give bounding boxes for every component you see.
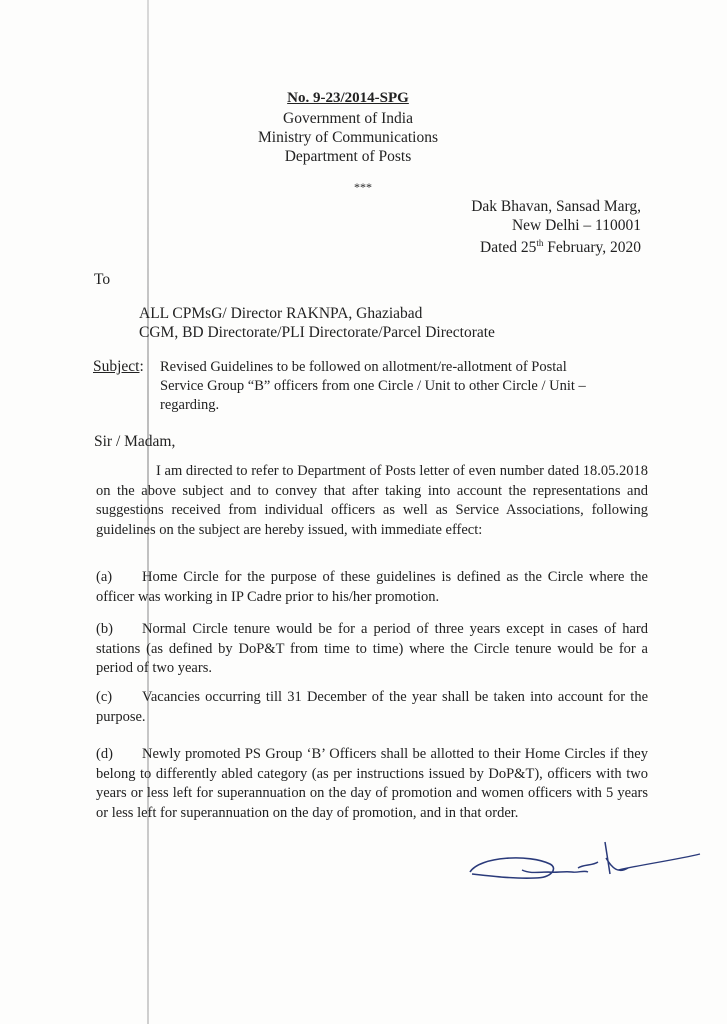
intro-paragraph: I am directed to refer to Department of Posts letter of even number dated 18.05.2018 on the above subject and to convey that after taking into account the representations and suggestions received from individual officers as well as Service Associations, following guidelines on the subject are hereby issued, with immediate effect:: [96, 463, 648, 538]
subject-line-1: Revised Guidelines to be followed on allotment/re-allotment of Postal: [160, 359, 567, 375]
item-d-text: Newly promoted PS Group ‘B’ Officers shall be allotted to their Home Circles if they belong to differently abled category (as per instructions issued by DoP&T), officers with two years or less left for superannuation on the day of promotion and women officers with 5 years or less left for superannuation on the day of promotion, and in that order.: [96, 746, 648, 821]
item-a-label: (a): [96, 569, 113, 585]
subject-line-2: Service Group “B” officers from one Circle / Unit to other Circle / Unit –: [160, 378, 586, 394]
subject-line-3: regarding.: [160, 397, 220, 413]
to-recipient-2: CGM, BD Directorate/PLI Directorate/Parcel Directorate: [139, 324, 495, 341]
item-a-text: Home Circle for the purpose of these guidelines is defined as the Circle where the officer was working in IP Cadre prior to his/her promotion.: [96, 569, 648, 605]
separator-asterisks: ***: [354, 180, 372, 194]
reference-number: No. 9-23/2014-SPG: [287, 90, 409, 106]
address-line-2: New Delhi – 110001: [511, 217, 641, 234]
item-b-text: Normal Circle tenure would be for a period of three years except in cases of hard stations (as defined by DoP&T from time to time) where the Circle tenure would be for a period of two years.: [96, 621, 648, 677]
government-line: Government of India: [283, 110, 413, 127]
item-d: [96, 745, 648, 823]
item-b-label: (b): [96, 621, 113, 637]
to-label: To: [94, 271, 111, 288]
subject-label: Subject: [93, 358, 140, 375]
subject-label-wrap: [93, 357, 144, 376]
to-recipient-1: ALL CPMsG/ Director RAKNPA, Ghaziabad: [139, 305, 423, 322]
salutation: Sir / Madam,: [94, 433, 176, 450]
item-c-text: Vacancies occurring till 31 December of the year shall be taken into account for the purpose.: [96, 689, 648, 725]
item-c: [96, 688, 648, 727]
subject-colon: :: [139, 358, 144, 375]
dated-line: [400, 234, 641, 257]
item-c-label: (c): [96, 689, 113, 705]
item-d-label: (d): [96, 746, 113, 762]
dated-prefix: Dated 25: [480, 239, 537, 257]
address-line-1: Dak Bhavan, Sansad Marg,: [471, 198, 641, 215]
item-b: [96, 620, 648, 679]
ministry-line: Ministry of Communications: [258, 129, 438, 146]
item-a: [96, 568, 648, 607]
department-line: Department of Posts: [284, 148, 412, 165]
dated-suffix: February, 2020: [543, 239, 641, 257]
handwritten-signature: [460, 838, 710, 898]
dated-sup: th: [536, 238, 544, 248]
